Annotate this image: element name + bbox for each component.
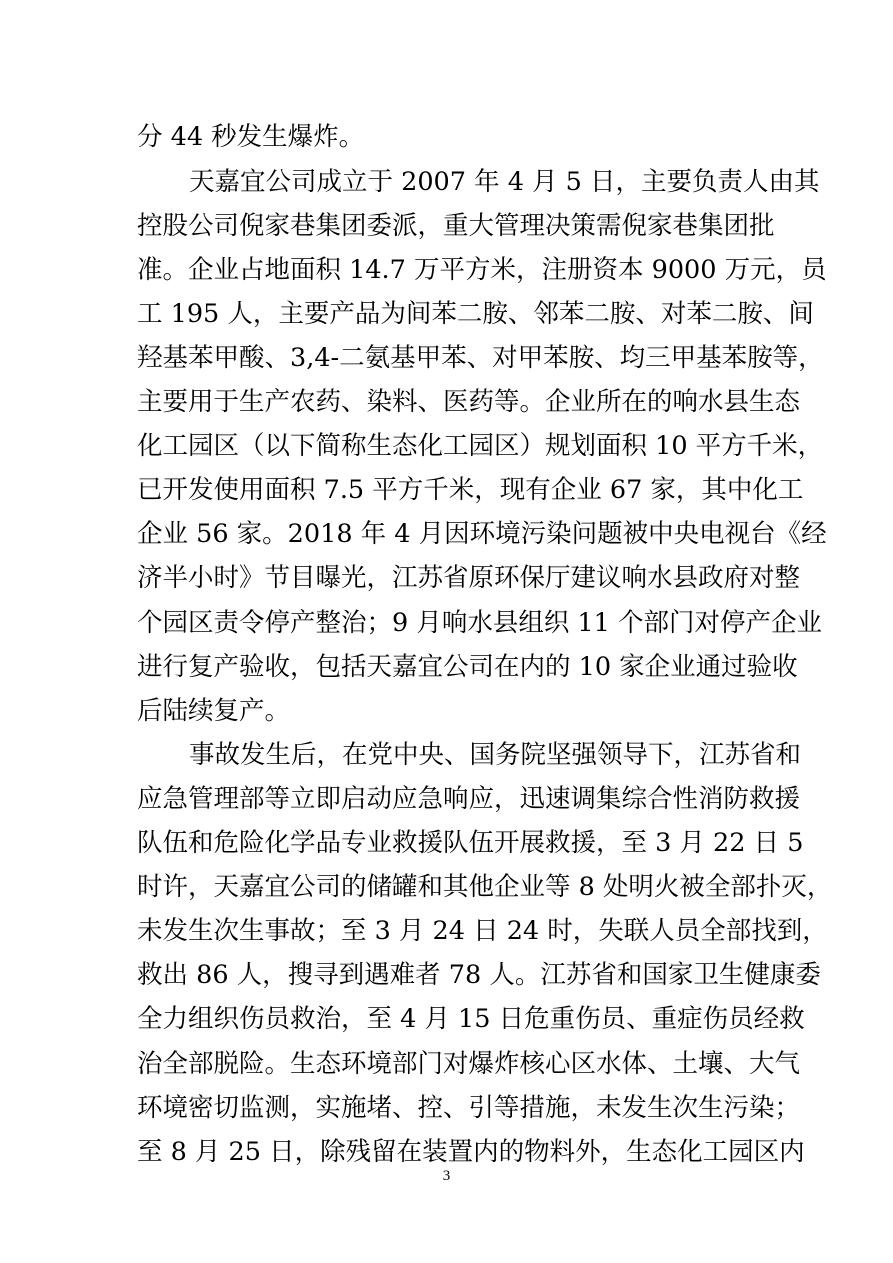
text-line: 个园区责令停产整治；9 月响水县组织 11 个部门对停产企业 — [137, 608, 822, 638]
text-line: 至 8 月 25 日，除残留在装置内的物料外，生态化工园区内 — [137, 1137, 805, 1167]
text-line: 羟基苯甲酸、3,4-二氨基甲苯、对甲苯胺、均三甲基苯胺等， — [137, 343, 824, 373]
text-line: 治全部脱险。生态环境部门对爆炸核心区水体、土壤、大气 — [137, 1049, 801, 1079]
text-line: 后陆续复产。 — [137, 696, 291, 726]
text-line: 济半小时》节目曝光，江苏省原环保厅建议响水县政府对整 — [137, 563, 801, 593]
text-line: 已开发使用面积 7.5 平方千米，现有企业 67 家，其中化工 — [137, 475, 804, 505]
text-line: 分 44 秒发生爆炸。 — [137, 122, 365, 152]
text-line: 企业 56 家。2018 年 4 月因环境污染问题被中央电视台《经 — [137, 519, 827, 549]
text-line: 时许，天嘉宜公司的储罐和其他企业等 8 处明火被全部扑灭， — [137, 872, 833, 902]
text-line: 主要用于生产农药、染料、医药等。企业所在的响水县生态 — [137, 387, 801, 417]
text-line: 环境密切监测，实施堵、控、引等措施，未发生次生污染； — [137, 1093, 801, 1123]
text-line: 救出 86 人，搜寻到遇难者 78 人。江苏省和国家卫生健康委 — [137, 960, 821, 990]
text-line: 化工园区（以下简称生态化工园区）规划面积 10 平方千米， — [137, 431, 824, 461]
text-line: 全力组织伤员救治，至 4 月 15 日危重伤员、重症伤员经救 — [137, 1004, 805, 1034]
text-line: 队伍和危险化学品专业救援队伍开展救援，至 3 月 22 日 5 — [137, 828, 804, 858]
paragraph-first-line: 事故发生后，在党中央、国务院坚强领导下，江苏省和 — [189, 740, 802, 770]
text-line: 应急管理部等立即启动应急响应，迅速调集综合性消防救援 — [137, 784, 801, 814]
page-number: 3 — [442, 1168, 451, 1184]
text-line: 未发生次生事故；至 3 月 24 日 24 时，失联人员全部找到， — [137, 916, 828, 946]
text-line: 准。企业占地面积 14.7 万平方米，注册资本 9000 万元，员 — [137, 255, 827, 285]
text-line: 进行复产验收，包括天嘉宜公司在内的 10 家企业通过验收 — [137, 652, 798, 682]
text-line: 工 195 人，主要产品为间苯二胺、邻苯二胺、对苯二胺、间 — [137, 299, 814, 329]
text-line: 控股公司倪家巷集团委派，重大管理决策需倪家巷集团批 — [137, 211, 775, 241]
paragraph-first-line: 天嘉宜公司成立于 2007 年 4 月 5 日，主要负责人由其 — [189, 167, 820, 197]
